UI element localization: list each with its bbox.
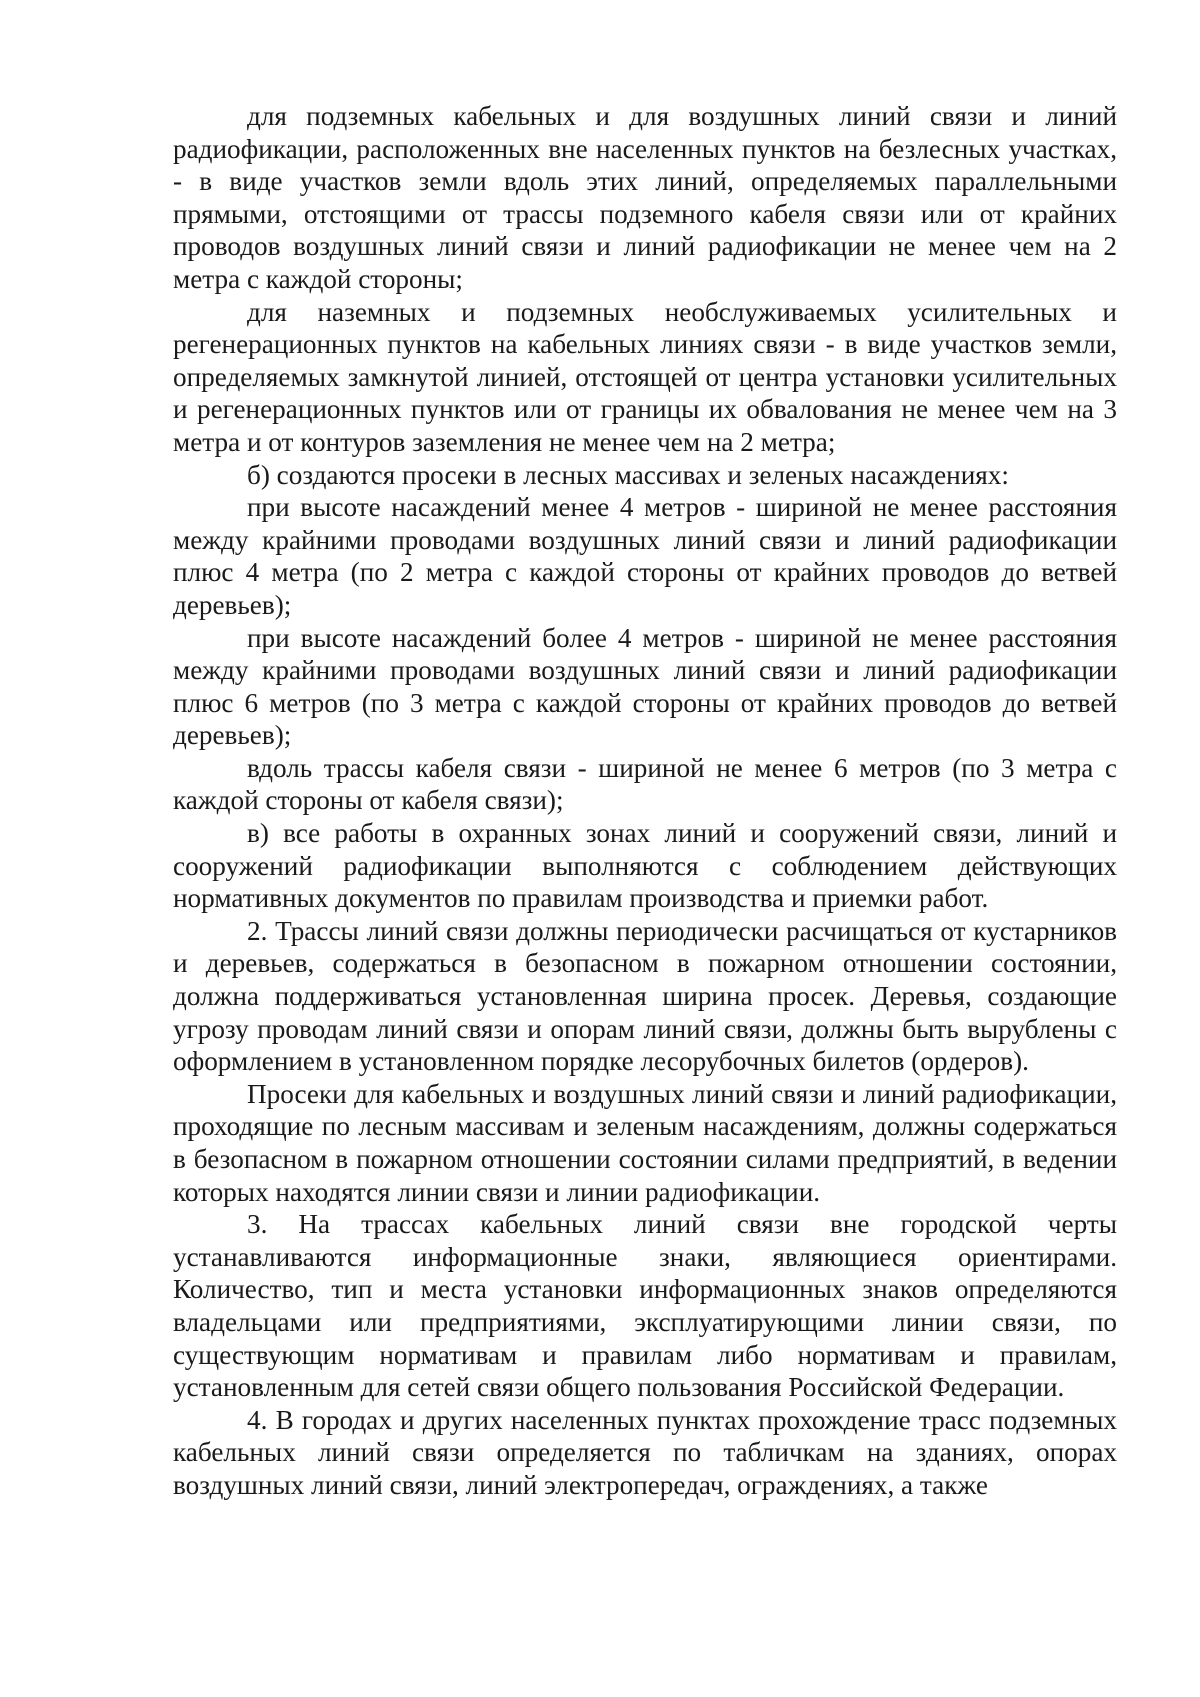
paragraph-regeneration-points: для наземных и подземных необслуживаемых усилительных и регенерационных пунктов на кабельных линиях связи - в виде участков земли, определяемых замкнутой линией, отстоящей от центра установки усилительных и регенерационных пунктов или от границы их обвалования не менее чем на 3 метра и от контуров заземления не менее чем на 2 метра; [173, 296, 1117, 457]
document-body [173, 100, 1117, 1502]
paragraph-cable-route: вдоль трассы кабеля связи - шириной не менее 6 метров (по 3 метра с каждой стороны от кабеля связи); [173, 752, 1117, 816]
paragraph-section-3: 3. На трассах кабельных линий связи вне городской черты устанавливаются информационные знаки, являющиеся ориентирами. Количество, тип и места установки информационных знаков определяются владельцами или предприятиями, эксплуатирующими линии связи, по существующим нормативам и правилам либо нормативам и правилам, установленным для сетей связи общего пользования Российской Федерации. [173, 1209, 1117, 1403]
paragraph-plantings-over-4m: при высоте насаждений более 4 метров - шириной не менее расстояния между крайними проводами воздушных линий связи и линий радиофикации плюс 6 метров (по 3 метра с каждой стороны от крайних проводов до ветвей деревьев); [173, 622, 1117, 751]
paragraph-clearings-intro: б) создаются просеки в лесных массивах и зеленых насаждениях: [247, 459, 1009, 490]
paragraph-underground-lines: для подземных кабельных и для воздушных линий связи и линий радиофикации, расположенных вне населенных пунктов на безлесных участках, - в виде участков земли вдоль этих линий, определяемых параллельными прямыми, отстоящими от трассы подземного кабеля связи или от крайних проводов воздушных линий связи и линий радиофикации не менее чем на 2 метра с каждой стороны; [173, 101, 1117, 294]
paragraph-section-4: 4. В городах и других населенных пунктах прохождение трасс подземных кабельных линий связи определяется по табличкам на зданиях, опорах воздушных линий связи, линий электропередач, ограждениях, а также [173, 1404, 1117, 1500]
paragraph-section-2: 2. Трассы линий связи должны периодически расчищаться от кустарников и деревьев, содержаться в безопасном в пожарном отношении состоянии, должна поддерживаться установленная ширина просек. Деревья, создающие угрозу проводам линий связи и опорам линий связи, должны быть вырублены с оформлением в установленном порядке лесорубочных билетов (ордеров). [173, 915, 1117, 1077]
paragraph-plantings-under-4m: при высоте насаждений менее 4 метров - шириной не менее расстояния между крайними проводами воздушных линий связи и линий радиофикации плюс 4 метра (по 2 метра с каждой стороны от крайних проводов до ветвей деревьев); [173, 492, 1117, 620]
paragraph-clearings-maintenance: Просеки для кабельных и воздушных линий связи и линий радиофикации, проходящие по лесным массивам и зеленым насаждениям, должны содержаться в безопасном в пожарном отношении состоянии силами предприятий, в ведении которых находятся линии связи и линии радиофикации. [173, 1078, 1117, 1207]
paragraph-works-in-zones: в) все работы в охранных зонах линий и сооружений связи, линий и сооружений радиофикации выполняются с соблюдением действующих нормативных документов по правилам производства и приемки работ. [173, 818, 1117, 914]
